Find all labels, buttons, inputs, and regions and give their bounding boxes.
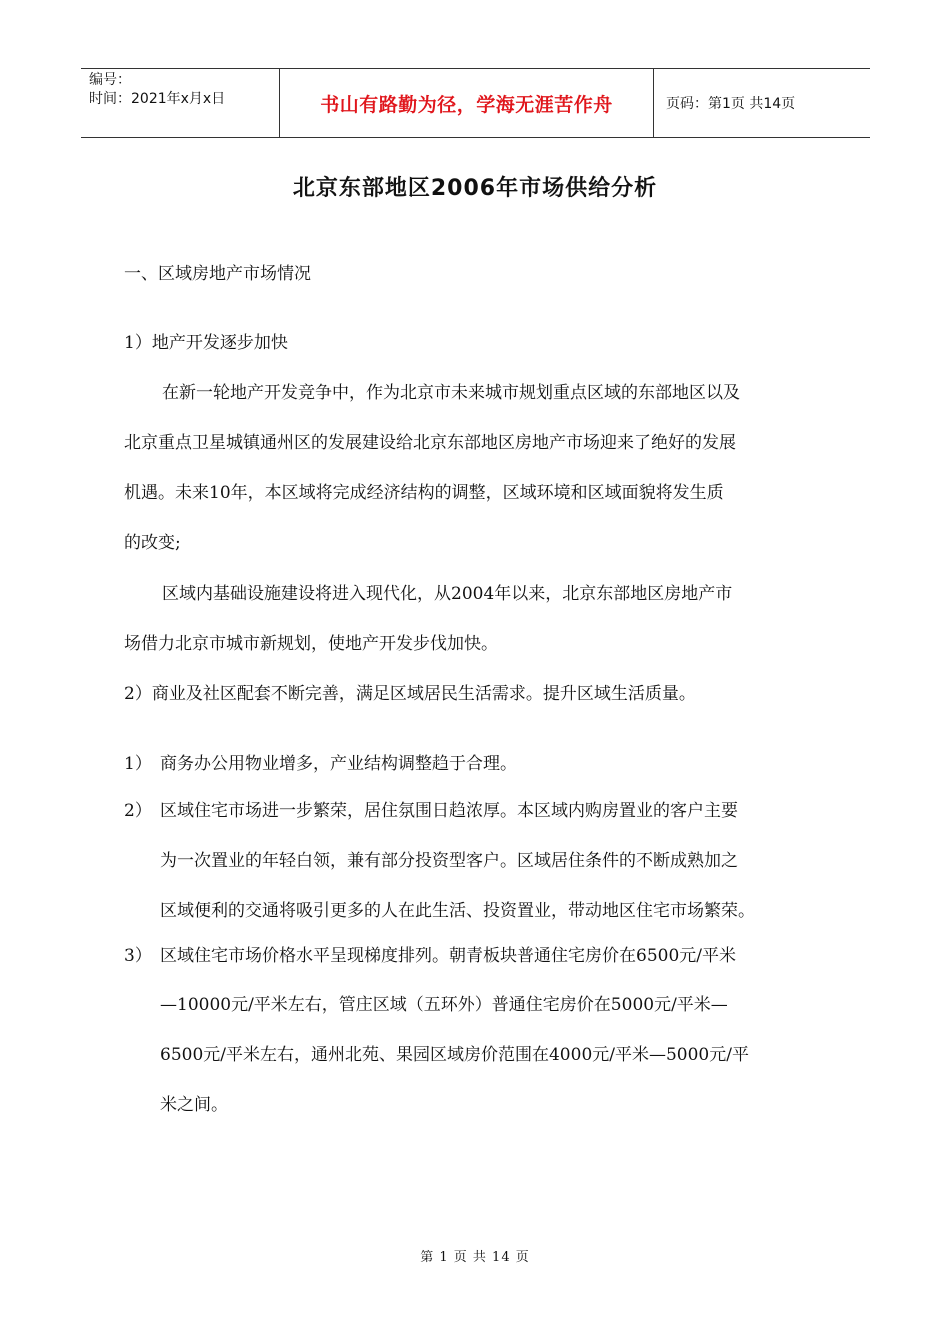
number-label: 编号：	[89, 72, 131, 88]
section-heading: 一、区域房地产市场情况	[124, 264, 311, 284]
page-footer: 第 1 页 共 14 页	[420, 1250, 530, 1265]
list-item-3-line-1: 区域住宅市场价格水平呈现梯度排列。朝青板块普通住宅房价在6500元/平米	[160, 946, 736, 966]
document-header	[81, 68, 870, 138]
paragraph-2-line-1: 区域内基础设施建设将进入现代化，从2004年以来，北京东部地区房地产市	[162, 584, 733, 604]
paragraph-1-line-1: 在新一轮地产开发竞争中，作为北京市未来城市规划重点区域的东部地区以及	[162, 383, 740, 403]
list-item-3-number: 3）	[124, 946, 152, 966]
paragraph-2-line-2: 场借力北京市城市新规划，使地产开发步伐加快。	[124, 634, 498, 654]
list-item-2-line-2: 为一次置业的年轻白领，兼有部分投资型客户。区域居住条件的不断成熟加之	[160, 851, 738, 871]
paragraph-1-line-2: 北京重点卫星城镇通州区的发展建设给北京东部地区房地产市场迎来了绝好的发展	[124, 433, 736, 453]
header-motto-cell	[280, 69, 654, 137]
list-item-2-line-1: 区域住宅市场进一步繁荣，居住氛围日趋浓厚。本区域内购房置业的客户主要	[160, 801, 738, 821]
motto-text: 书山有路勤为径，学海无涯苦作舟	[320, 93, 613, 116]
paragraph-1-line-4: 的改变;	[124, 533, 181, 553]
paragraph-1-line-3: 机遇。未来10年，本区域将完成经济结构的调整，区域环境和区域面貌将发生质	[124, 483, 724, 503]
list-item-3-line-4: 米之间。	[160, 1095, 228, 1115]
subheading-1: 1）地产开发逐步加快	[124, 333, 288, 353]
list-item-2-line-3: 区域便利的交通将吸引更多的人在此生活、投资置业，带动地区住宅市场繁荣。	[160, 901, 755, 921]
page-info: 页码：第1页 共14页	[666, 96, 796, 112]
list-item-1-line-1: 商务办公用物业增多，产业结构调整趋于合理。	[160, 754, 517, 774]
header-page-cell	[654, 69, 870, 137]
list-item-2-number: 2）	[124, 801, 152, 821]
list-item-1-number: 1）	[124, 754, 152, 774]
header-meta	[81, 69, 280, 137]
list-item-3-line-2: —10000元/平米左右，管庄区域（五环外）普通住宅房价在5000元/平米—	[160, 995, 728, 1015]
time-label: 时间：2021年x月x日	[89, 91, 226, 107]
list-item-3-line-3: 6500元/平米左右，通州北苑、果园区域房价范围在4000元/平米—5000元/平	[160, 1045, 749, 1065]
subheading-2: 2）商业及社区配套不断完善，满足区域居民生活需求。提升区域生活质量。	[124, 684, 696, 704]
document-title: 北京东部地区2006年市场供给分析	[292, 176, 658, 201]
